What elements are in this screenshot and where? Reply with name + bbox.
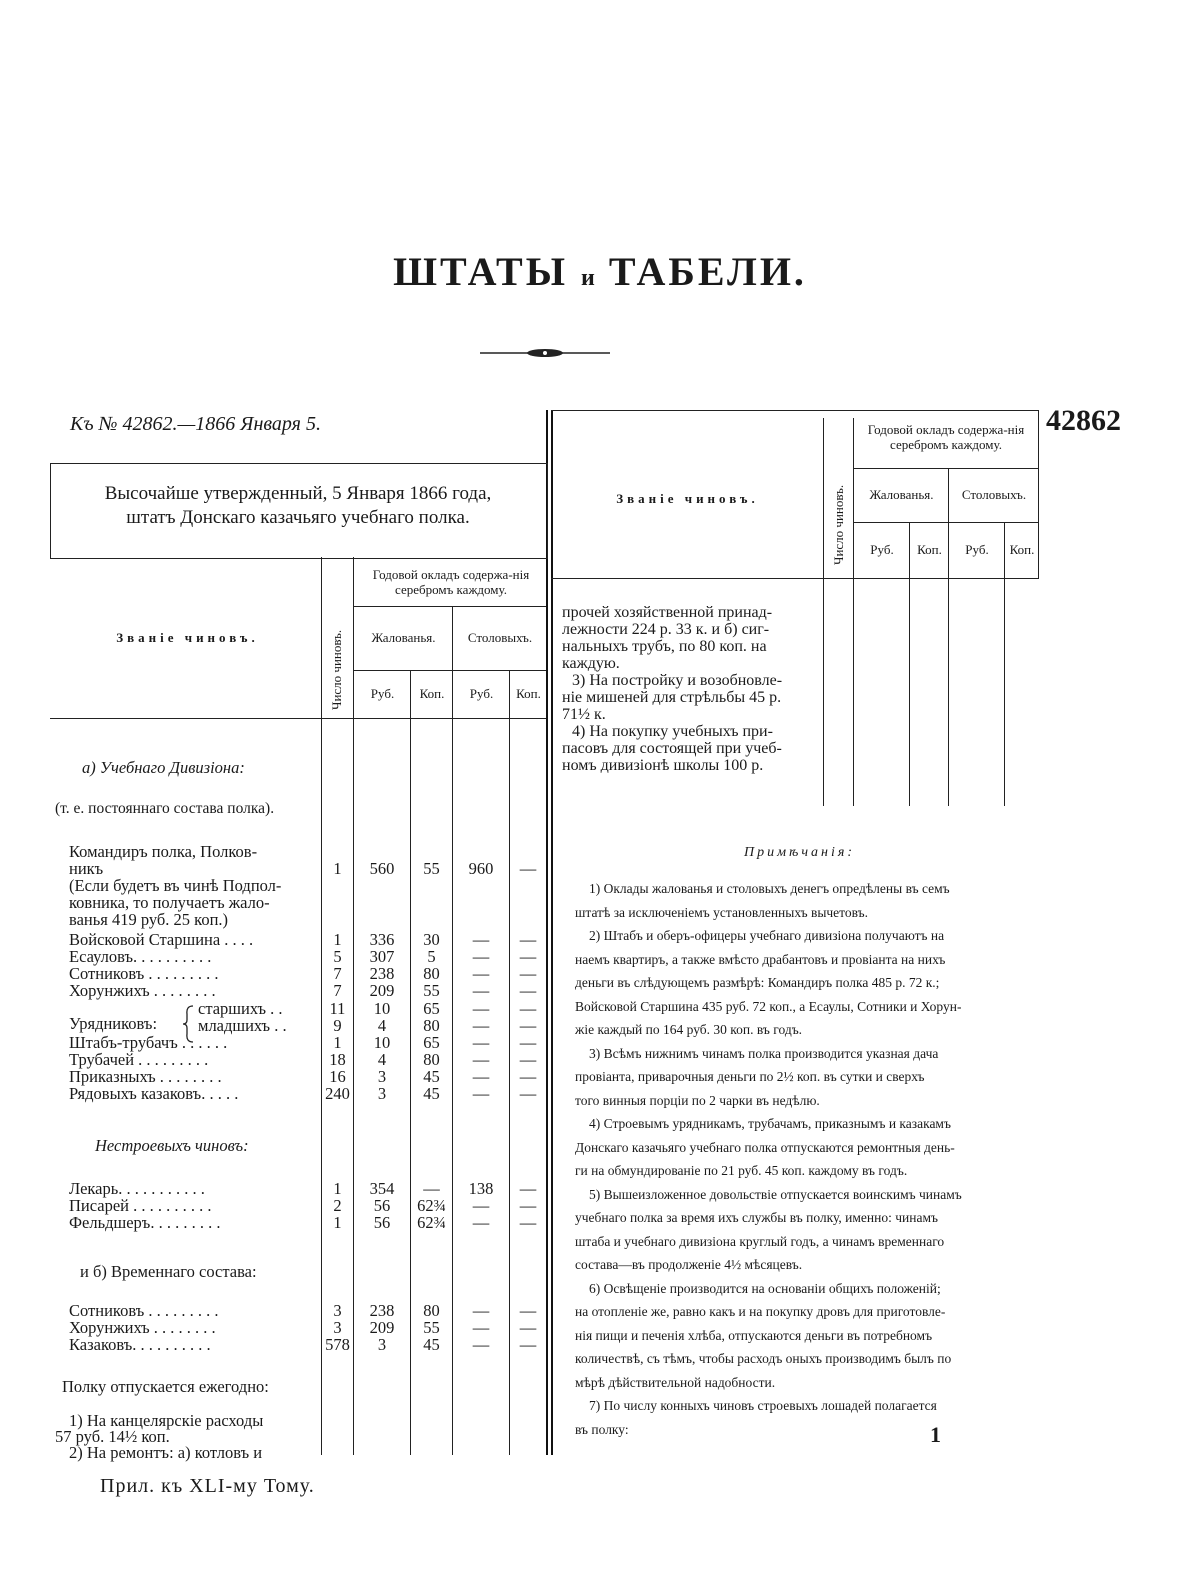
continuation-line: нiе мишеней для стрѣльбы 45 р. [562,689,782,706]
cell-tk: — [519,1016,537,1035]
row-label: младшихъ . . [198,1016,287,1035]
cell-sk: 80 [423,1016,440,1035]
note-line: штаба и учебнаго дивизiона круглый годъ, а чинамъ временнаго [575,1233,945,1249]
rule [1004,522,1005,806]
continuation-line: нальныхъ трубъ, по 80 коп. на [562,638,767,655]
cell-tr: — [472,1084,490,1103]
header-bottom-rule [50,718,546,719]
note-line: деньги въ слѣдующемъ размѣрѣ: Командиръ полка 485 р. 72 к.; [575,975,940,990]
yearly-item-1b: 57 руб. 14½ коп. [55,1427,170,1446]
cell-tk: — [519,1335,537,1354]
cell-count: 240 [325,1084,350,1103]
cell-sr: 209 [369,981,395,1000]
cell-sr: 336 [369,930,395,949]
section-a-title: а) Учебнаго Дивизiона: [82,758,245,777]
cell-sk: 55 [423,859,440,878]
col-header-annual: Годовой окладъ содержа-нiя серебромъ каждому. [867,422,1025,452]
notes-title: Примѣчанiя: [744,845,856,860]
cell-count: 1 [333,1033,342,1052]
cell-tr: — [472,1016,490,1035]
cell-sk: 62¾ [417,1213,446,1232]
cell-sk: 65 [423,1033,440,1052]
page-number: 1 [930,1422,941,1447]
col-header-rank: Званiе чиновъ. [616,491,759,506]
note-line: того винныя порцiи по 2 чарки въ недѣлю. [575,1092,820,1108]
col-header-salary: Жалованья. [371,630,436,645]
col-header-salary: Жалованья. [869,487,934,502]
col-header-kop: Коп. [419,686,445,701]
cell-sk: 45 [423,1084,440,1103]
row-label: Хорунжихъ . . . . . . . . [69,1318,216,1337]
cell-count: 1 [333,859,342,878]
uryadnikov-label: Урядниковъ: [69,1014,158,1033]
col-header-table-money: Столовыхъ. [961,487,1027,502]
cell-sk: 80 [423,964,440,983]
cell-count: 5 [333,947,342,966]
title-main: ШТАТЫ [393,249,569,294]
note-line: 1) Оклады жалованья и столовыхъ денегъ опредѣлены въ семъ [589,881,950,896]
row-label: Рядовыхъ казаковъ. . . . . [69,1084,239,1103]
row-label: Казаковъ. . . . . . . . . . [69,1335,211,1354]
cell-sk: 55 [423,1318,440,1337]
rule [551,410,1038,411]
cell-sr: 10 [373,1033,391,1052]
cell-tk: — [519,1196,537,1215]
cell-sr: 238 [369,964,395,983]
cell-tr: — [472,981,490,1000]
row-label: Писарей . . . . . . . . . . [69,1196,212,1215]
page-title [0,248,1200,295]
col-header-rank: Званiе чиновъ. [116,630,259,645]
cell-tk: — [519,947,537,966]
cell-sk: 30 [423,930,440,949]
continuation-line: прочей хозяйственной принад- [562,604,773,621]
note-line: 5) Вышеизложенное довольствiе отпускается воинскимъ чинамъ [589,1186,962,1202]
table-title [50,482,546,530]
cell-tk: — [519,1084,537,1103]
note-line: наемъ квартиръ, а также вмѣсто драбантовъ и провiанта на нихъ [575,951,946,967]
row-label: (Если будетъ въ чинѣ Подпол- [69,876,282,895]
row-label: Сотниковъ . . . . . . . . . [69,1301,219,1320]
rule [353,606,546,607]
cell-count: 9 [333,1016,342,1035]
cell-sr: 307 [369,947,395,966]
rule [853,468,1039,469]
row-label: никъ [69,859,104,878]
row-label: Хорунжихъ . . . . . . . . [69,981,216,1000]
cell-sr: 354 [369,1179,395,1198]
cell-tk: — [519,1050,537,1069]
col-header-rub: Руб. [870,542,894,557]
cell-sr: 3 [377,1067,387,1086]
continuation-line: 71½ к. [562,706,606,723]
row-label: Штабъ-трубачъ . . . . . . [69,1033,228,1052]
cell-sr: 209 [369,1318,395,1337]
cell-sr: 56 [373,1213,391,1232]
rule [853,418,854,806]
cell-sk: 5 [427,947,436,966]
ornament-divider [480,347,610,359]
col-header-count: Число чиновъ. [831,484,846,565]
cell-tk: — [519,1179,537,1198]
document-reference: Къ № 42862.—1866 Января 5. [70,413,321,435]
rule [853,522,1039,523]
section-a-subtitle: (т. е. постояннаго состава полка). [55,800,275,817]
cell-tr: 138 [468,1179,494,1198]
cell-sr: 4 [377,1050,387,1069]
cell-tr: — [472,1318,490,1337]
nonline-title: Нестроевыхъ чиновъ: [95,1136,249,1155]
note-line: 4) Строевымъ урядникамъ, трубачамъ, приказнымъ и казакамъ [589,1116,951,1131]
cell-tk: — [519,1067,537,1086]
rule [909,522,910,806]
col-header-annual: Годовой окладъ содержа-нiя серебромъ каждому. [372,567,530,597]
cell-tk: — [519,1301,537,1320]
yearly-continuation [562,604,822,774]
note-line: Войсковой Старшина 435 руб. 72 коп., а Есаулы, Сотники и Хорун- [575,998,962,1014]
yearly-title: Полку отпускается ежегодно: [62,1377,269,1396]
title-conj: и [581,265,596,291]
cell-tk: — [519,1033,537,1052]
note-line: жiе каждый по 164 руб. 30 коп. въ годъ. [575,1022,803,1037]
cell-count: 1 [333,930,342,949]
note-line: 3) Всѣмъ нижнимъ чинамъ полка производится указная дача [589,1045,939,1061]
continuation-line: каждую. [562,655,620,672]
cell-sr: 3 [377,1335,387,1354]
cell-tr: — [472,1033,490,1052]
cell-tr: — [472,1301,490,1320]
note-line: 7) По числу конныхъ чиновъ строевыхъ лошадей полагается [589,1398,937,1413]
note-line: въ полку: [575,1421,629,1437]
continuation-line: 4) На покупку учебныхъ при- [572,723,773,740]
cell-tk: — [519,964,537,983]
cell-sk: 80 [423,1301,440,1320]
cell-tr: — [472,930,490,949]
notes [575,877,1045,1441]
row-label: Приказныхъ . . . . . . . . [69,1067,222,1086]
cell-tr: — [472,947,490,966]
cell-sk: 62¾ [417,1196,446,1215]
cell-count: 7 [333,964,342,983]
row-label: Трубачей . . . . . . . . . [69,1050,209,1069]
note-line: Донскаго казачьяго учебнаго полка отпускаются ремонтныя день- [575,1139,955,1155]
cell-tr: — [472,1196,490,1215]
note-line: на отопленiе же, равно какъ и на покупку дровъ для приготовле- [575,1304,946,1319]
continuation-line: номъ дивизiонѣ школы 100 р. [562,757,764,774]
cell-tr: 960 [468,859,494,878]
cell-tk: — [519,999,537,1018]
row-label: Лекарь. . . . . . . . . . . [69,1179,205,1198]
cell-count: 16 [329,1067,346,1086]
note-line: штатѣ за исключенiемъ установленныхъ вычетовъ. [575,904,869,920]
continuation-line: лежности 224 р. 33 к. и б) сиг- [562,621,770,638]
cell-count: 18 [329,1050,346,1069]
cell-sk: 45 [423,1335,440,1354]
table-title-line1: Высочайше утвержденный, 5 Января 1866 года, [104,483,492,504]
cell-tr: — [472,1050,490,1069]
note-line: состава—въ продолженiе 4½ мѣсяцевъ. [575,1257,803,1272]
column-divider [551,410,553,1455]
yearly-item-2a: 2) На ремонтъ: а) котловъ и [69,1443,263,1462]
note-line: количествѣ, съ тѣмъ, чтобы расходъ оныхъ производимъ былъ по [575,1351,952,1366]
rule [551,578,1039,579]
cell-sk: 80 [423,1050,440,1069]
cell-tk: — [519,981,537,1000]
cell-count: 3 [333,1301,342,1320]
col-header-rub: Руб. [469,686,494,701]
note-line: провiанта, приварочныя деньги по 2½ коп. въ сутки и сверхъ [575,1069,925,1084]
cell-tr: — [472,999,490,1018]
col-header-rub: Руб. [370,686,395,701]
cell-tr: — [472,1335,490,1354]
cell-tk: — [519,859,537,878]
cell-tk: — [519,1213,537,1232]
row-label: старшихъ . . [198,999,283,1018]
cell-count: 578 [325,1335,350,1354]
title-end: ТАБЕЛИ. [608,249,807,294]
document-number: 42862 [1046,404,1121,437]
rule [948,468,949,806]
cell-sk: 55 [423,981,440,1000]
cell-tk: — [519,930,537,949]
cell-tr: — [472,1067,490,1086]
cell-sr: 10 [373,999,391,1018]
cell-count: 1 [333,1213,342,1232]
row-label: Есауловъ. . . . . . . . . . [69,947,212,966]
col-header-count: Число чиновъ. [329,629,344,710]
cell-count: 7 [333,981,342,1000]
note-line: 6) Освѣщенiе производится на основанiи общихъ положенiй; [589,1280,941,1296]
cell-tr: — [472,964,490,983]
cell-sk: — [423,1179,440,1198]
cell-sr: 4 [377,1016,387,1035]
yearly-item-1a: 1) На канцелярскiе расходы [69,1411,264,1430]
cell-count: 3 [333,1318,342,1337]
row-label: ванья 419 руб. 25 коп.) [69,910,229,929]
note-line: ги на обмундированiе по 21 руб. 45 коп. каждому въ годъ. [575,1163,908,1178]
note-line: учебнаго полка за время ихъ службы въ полку, именно: чинамъ [575,1210,939,1225]
row-label: ковника, то получаетъ жало- [69,893,270,912]
rule [1038,410,1039,578]
cell-sr: 56 [373,1196,391,1215]
continuation-line: 3) На постройку и возобновле- [572,672,783,689]
cell-sk: 45 [423,1067,440,1086]
table-title-line2: штатъ Донскаго казачьяго учебнаго полка. [126,507,470,528]
col-header-kop: Коп. [917,542,942,557]
rule [353,670,546,671]
column-divider [546,410,548,1455]
cell-tr: — [472,1213,490,1232]
cell-sr: 560 [369,859,395,878]
row-label: Фельдшеръ. . . . . . . . . [69,1213,221,1232]
col-header-rub: Руб. [965,542,989,557]
col-header-kop: Коп. [1009,542,1035,557]
cell-count: 11 [329,999,346,1018]
note-line: мѣрѣ дѣйствительной надобности. [575,1374,776,1390]
section-b-title: и б) Временнаго состава: [80,1262,257,1281]
row-label: Войсковой Старшина . . . . [69,930,254,949]
cell-sr: 3 [377,1084,387,1103]
row-label: Командиръ полка, Полков- [69,842,258,861]
brace-icon [181,1004,195,1044]
col-header-kop: Коп. [516,686,541,701]
cell-tk: — [519,1318,537,1337]
cell-count: 2 [333,1196,342,1215]
row-label: Сотниковъ . . . . . . . . . [69,964,219,983]
note-line: 2) Штабъ и оберъ-офицеры учебнаго дивизiона получаютъ на [589,928,945,943]
continuation-line: пасовъ для состоящей при учеб- [562,740,782,757]
note-line: нiя пищи и печенiя хлѣба, отпускаются деньги въ потребномъ [575,1327,933,1343]
footer-appendix: Прил. къ XLI-му Тому. [100,1475,315,1497]
cell-sr: 238 [369,1301,395,1320]
col-header-table-money: Столовыхъ. [467,630,533,645]
rule [823,418,824,806]
cell-count: 1 [333,1179,342,1198]
cell-sk: 65 [423,999,440,1018]
